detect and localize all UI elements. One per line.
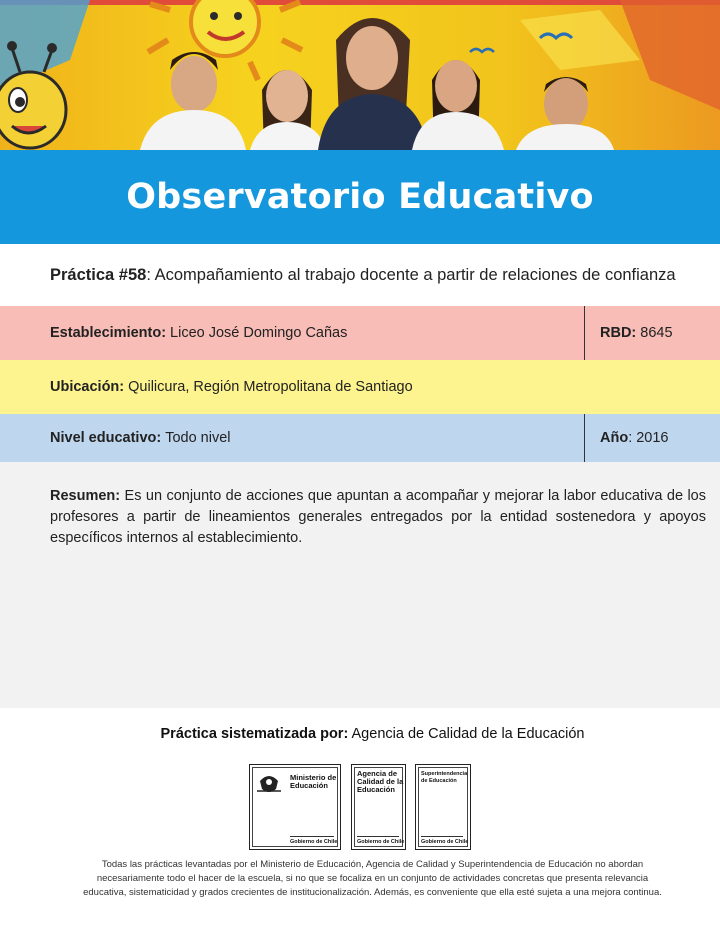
mineduc-logo [249,764,341,850]
info-row-establecimiento [0,306,720,360]
mineduc-logo-line1: Ministerio de [290,773,337,782]
info-row-ubicacion [0,360,720,414]
nivel-label: Nivel educativo: [50,430,162,446]
info-row-nivel [0,414,720,462]
nivel-value: Todo nivel [165,430,231,446]
hero-photo-illustration [0,0,720,150]
mineduc-logo-line2: Educación [290,781,328,790]
rbd-value: 8645 [640,325,673,341]
ubicacion-cell [0,360,720,414]
summary-label: Resumen: [50,488,121,504]
establecimiento-label: Establecimiento: [50,325,167,341]
agencia-logo [351,764,406,850]
super-logo-bar [421,836,463,837]
agencia-logo-bar [357,836,399,837]
credit-line [0,726,720,742]
ubicacion-label: Ubicación: [50,379,125,395]
ubicacion-value: Quilicura, Región Metropolitana de Santiago [128,379,413,395]
anio-cell [584,414,720,462]
anio-value: : 2016 [628,430,669,446]
establecimiento-value: Liceo José Domingo Cañas [170,325,348,341]
title-banner [0,150,720,244]
summary-section [0,462,720,708]
summary-text: Es un conjunto de acciones que apuntan a acompañar y mejorar la labor educativa de los profesores a partir de lineamientos generales entregados por la entidad sostenedora y apoyos específicos internos al establecimiento. [50,488,706,546]
rbd-cell [584,306,720,360]
establecimiento-cell [0,306,584,360]
super-gob-label: Gobierno de Chile [421,839,469,845]
practice-name: : Acompañamiento al trabajo docente a partir de relaciones de confianza [146,265,676,284]
credit-label: Práctica sistematizada por: [160,726,349,742]
super-logo-line2: de Educación [421,778,457,784]
agencia-gob-label: Gobierno de Chile [357,839,405,845]
practice-number: Práctica #58 [50,265,147,284]
agencia-logo-line3: Educación [357,785,395,794]
anio-label: Año [600,430,629,446]
nivel-cell [0,414,584,462]
disclaimer-line-1: Todas las prácticas levantadas por el Ministerio de Educación, Agencia de Calidad y Superintendencia de Educación no abordan [101,859,644,870]
disclaimer-line-2: necesariamente todo el hacer de la escuela, si no que se focaliza en un conjunto de actividades concretas que presenta relevancia [96,873,649,884]
mineduc-gob-label: Gobierno de Chile [290,839,338,845]
practice-title [0,244,720,306]
disclaimer [60,858,685,900]
credit-value: Agencia de Calidad de la Educación [351,726,585,742]
mineduc-logo-bar [290,836,334,837]
agencia-logo-line1: Agencia de [357,769,398,778]
hero-photo [0,0,720,150]
rbd-label: RBD: [600,325,637,341]
superintendencia-logo [415,764,471,850]
disclaimer-line-3: educativa, sistematicidad y grados crecientes de institucionalización. Además, es conveniente que ella esté sujeta a una mejora continua. [83,887,662,898]
coat-of-arms-icon [256,771,282,795]
agencia-logo-line2: Calidad de la [357,777,404,786]
page-title: Observatorio Educativo [126,177,594,217]
super-logo-line1: Superintendencia [421,771,468,777]
institution-logos [249,764,471,850]
